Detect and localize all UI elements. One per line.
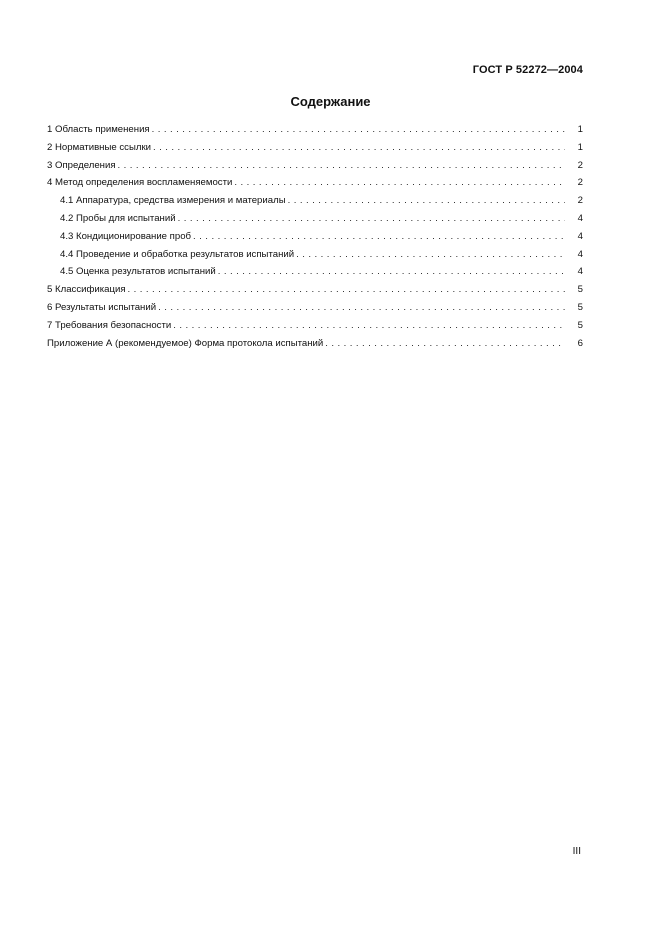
toc-subentry[interactable]: [47, 263, 583, 281]
toc-subentry[interactable]: [47, 192, 583, 210]
toc-entry-label: 7 Требования безопасности: [47, 319, 172, 331]
toc-entry-label: 1 Область применения: [47, 124, 150, 135]
toc-entry-page: 4: [577, 212, 583, 224]
table-of-contents: [47, 121, 583, 352]
toc-entry[interactable]: [47, 157, 583, 175]
toc-dot-leader: [288, 192, 565, 210]
toc-entry[interactable]: [47, 281, 583, 299]
toc-entry-label: 4.5 Оценка результатов испытаний: [60, 266, 216, 278]
toc-dot-leader: [152, 121, 565, 139]
toc-dot-leader: [218, 263, 565, 281]
toc-entry-label: 4 Метод определения воспламеняемости: [47, 177, 233, 189]
toc-entry-page: 1: [577, 124, 583, 135]
toc-subentry[interactable]: [47, 228, 583, 246]
toc-entry-label: 4.1 Аппаратура, средства измерения и материалы: [60, 195, 286, 207]
toc-entry-page: 5: [577, 284, 583, 296]
toc-dot-leader: [118, 157, 565, 175]
toc-entry[interactable]: [47, 139, 583, 157]
toc-dot-leader: [193, 228, 565, 246]
toc-entry-page: 2: [577, 159, 583, 171]
toc-entry-page: 4: [577, 248, 583, 260]
toc-subentry[interactable]: [47, 246, 583, 264]
toc-entry-page: 5: [577, 301, 583, 313]
toc-entry-label: 5 Классификация: [47, 284, 126, 296]
toc-entry-label: 4.3 Кондиционирование проб: [60, 230, 192, 242]
document-code: ГОСТ Р 52272—2004: [472, 64, 583, 76]
toc-entry-page: 2: [577, 195, 583, 207]
toc-entry-label: 3 Определения: [47, 159, 116, 171]
toc-entry[interactable]: [47, 174, 583, 192]
toc-dot-leader: [128, 281, 565, 299]
toc-dot-leader: [296, 246, 565, 264]
page-number: III: [572, 846, 581, 857]
toc-entry-label: Приложение А (рекомендуемое) Форма протокола испытаний: [47, 337, 324, 349]
toc-entry[interactable]: [47, 121, 583, 139]
toc-dot-leader: [325, 335, 565, 353]
toc-entry-page: 5: [577, 319, 583, 331]
toc-dot-leader: [153, 139, 565, 157]
toc-entry-page: 4: [577, 230, 583, 242]
toc-entry-label: 6 Результаты испытаний: [47, 301, 157, 313]
toc-dot-leader: [173, 317, 565, 335]
toc-entry-page: 1: [577, 141, 583, 153]
toc-subentry[interactable]: [47, 210, 583, 228]
toc-title: Содержание: [290, 94, 371, 109]
toc-entry-label: 4.2 Пробы для испытаний: [60, 212, 176, 224]
toc-entry[interactable]: [47, 317, 583, 335]
toc-entry-page: 2: [577, 177, 583, 189]
toc-entry-label: 2 Нормативные ссылки: [47, 141, 152, 153]
toc-dot-leader: [178, 210, 565, 228]
toc-dot-leader: [158, 299, 565, 317]
toc-entry-page: 4: [577, 266, 583, 278]
toc-entry-appendix[interactable]: [47, 335, 583, 353]
toc-entry-page: 6: [577, 337, 583, 349]
toc-dot-leader: [234, 174, 565, 192]
toc-entry[interactable]: [47, 299, 583, 317]
toc-entry-label: 4.4 Проведение и обработка результатов испытаний: [60, 248, 295, 260]
